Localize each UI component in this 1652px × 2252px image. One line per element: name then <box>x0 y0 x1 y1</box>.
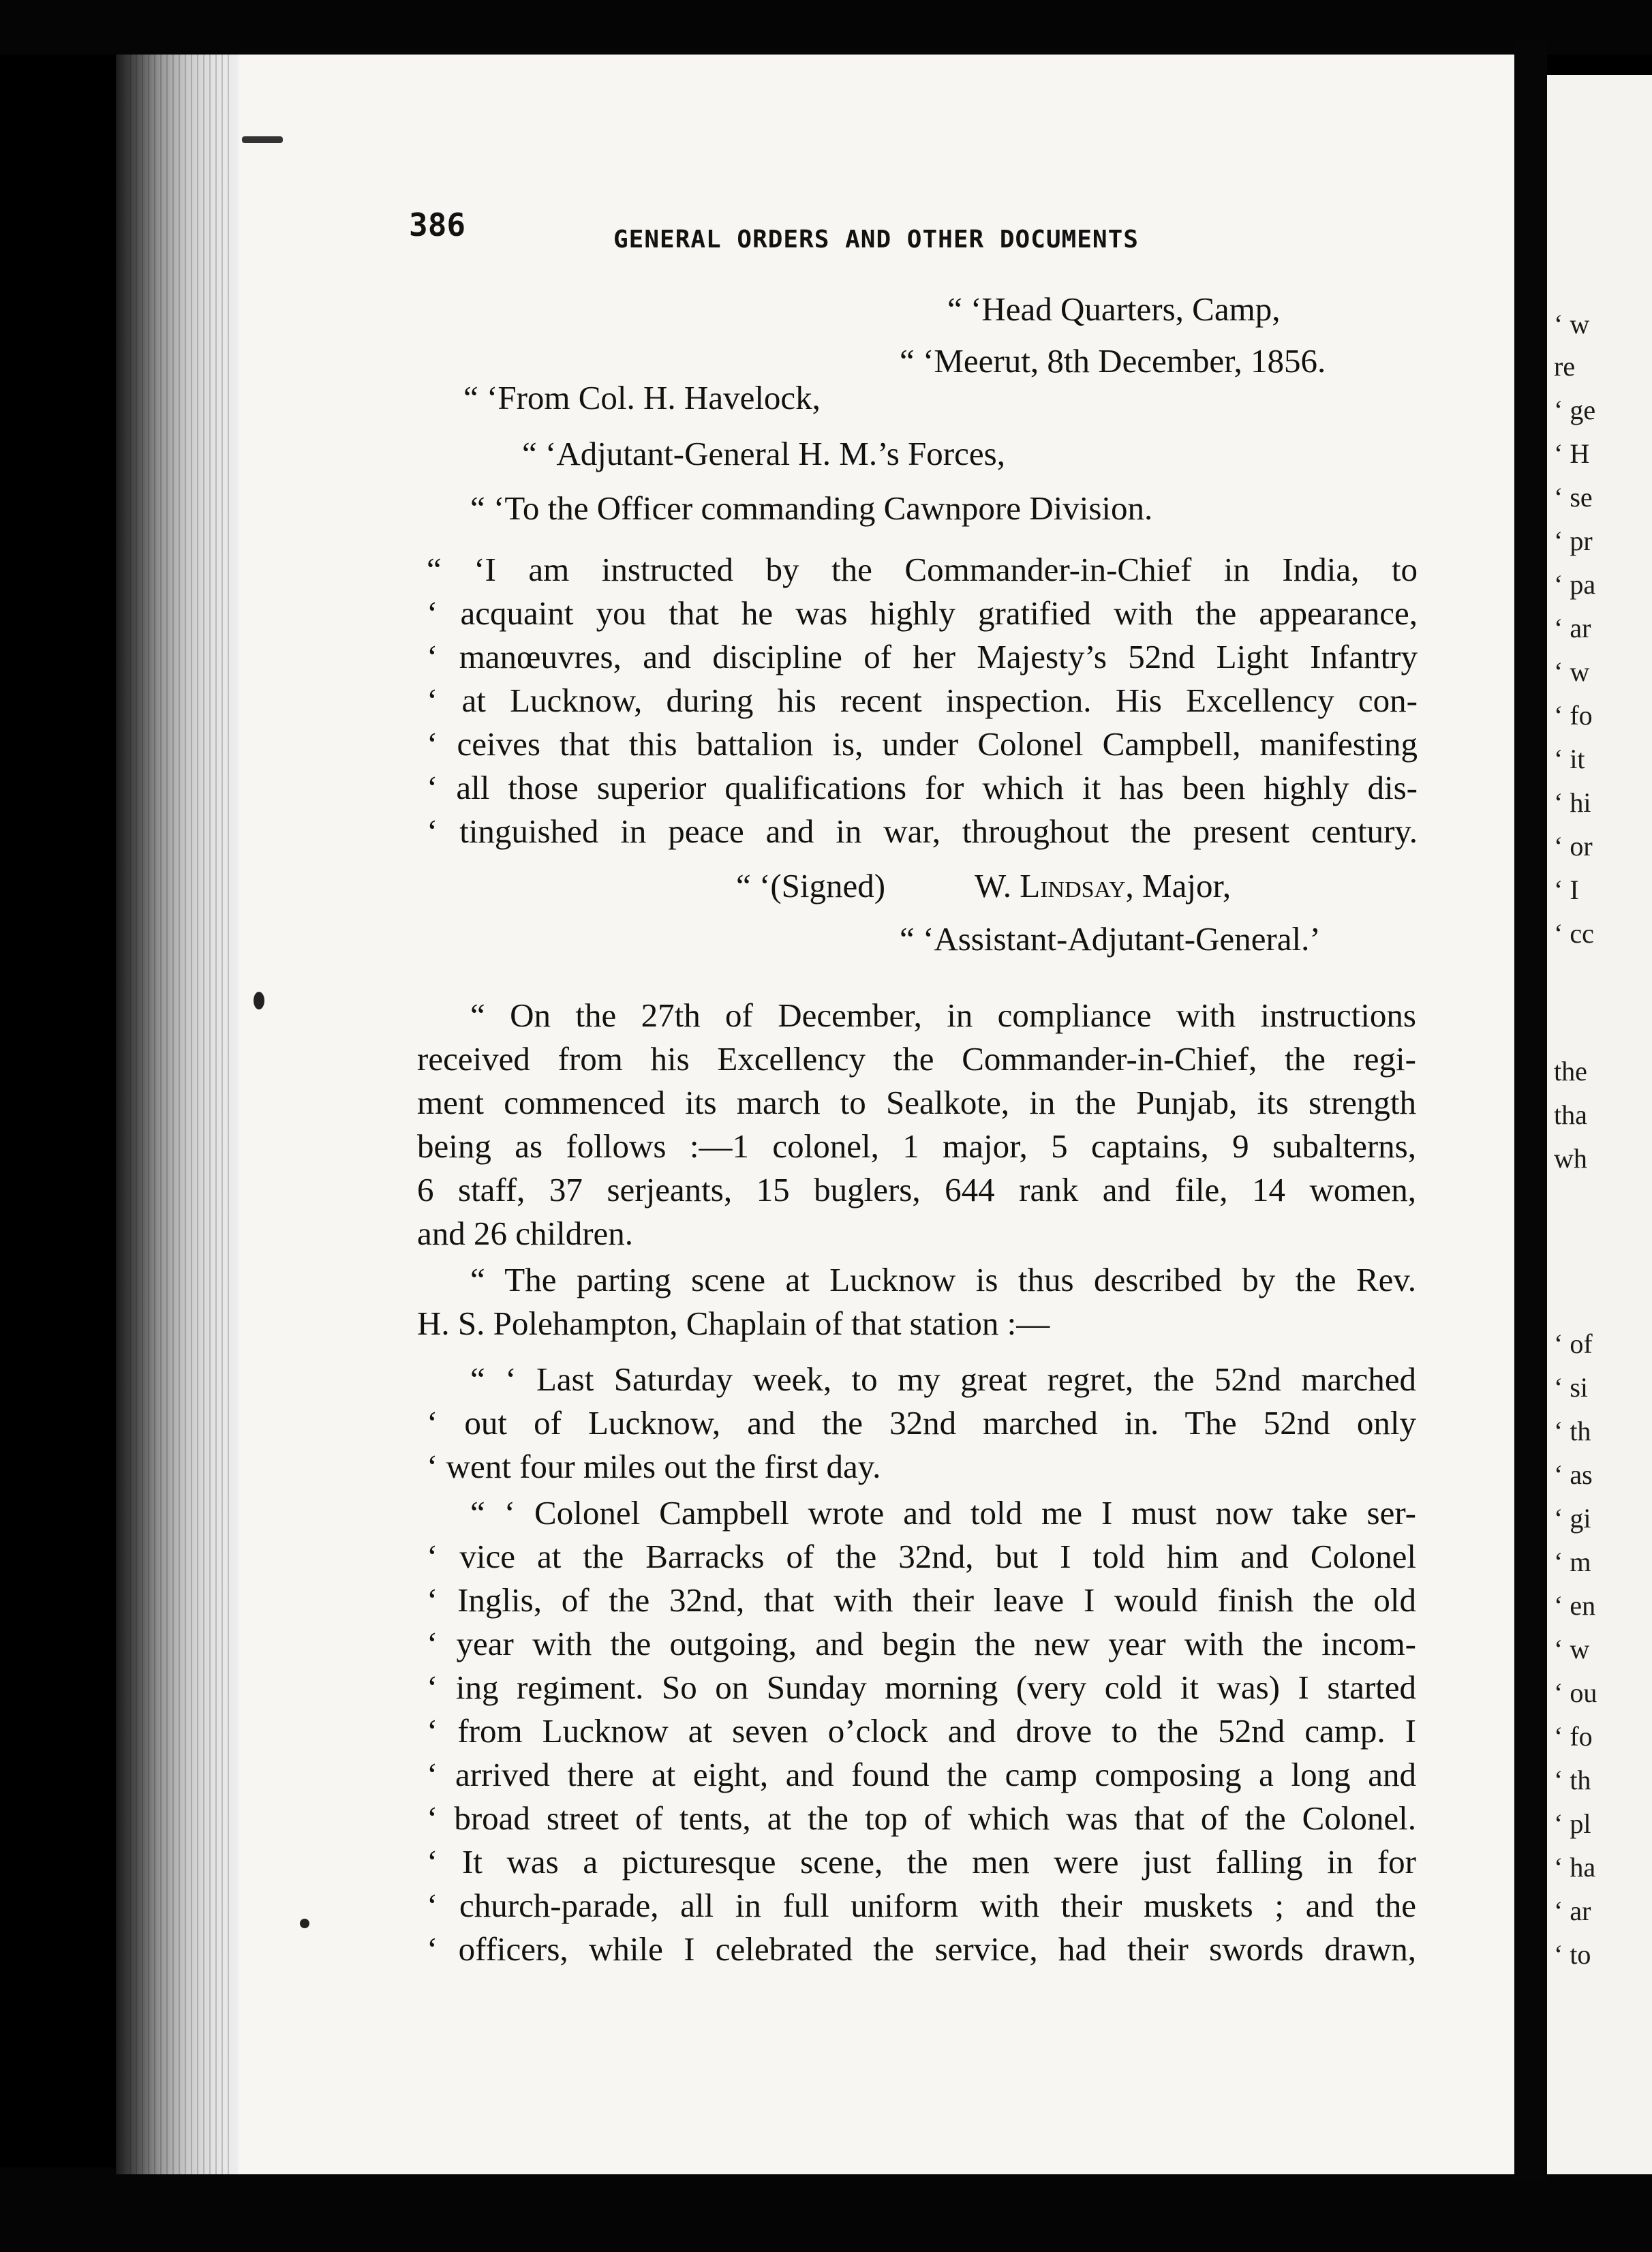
memo-date: “ ‘Meerut, 8th December, 1856. <box>900 342 1326 380</box>
next-page-fragment: ‘ w <box>1554 1634 1590 1664</box>
next-page-fragment: ‘ pl <box>1554 1808 1591 1839</box>
next-page-fragment: ‘ ge <box>1554 395 1596 425</box>
next-page-fragment: ‘ ou <box>1554 1677 1597 1708</box>
next-page-fragment: ‘ H <box>1554 438 1590 469</box>
narrative-line: ment commenced its march to Sealkote, in the Punjab, its strength <box>417 1084 1416 1121</box>
next-page-fragment: ‘ ar <box>1554 613 1591 643</box>
memo-role: “ ‘Adjutant-General H. M.’s Forces, <box>522 435 1005 472</box>
memo-body-line: ‘ acquaint you that he was highly gratified with the appearance, <box>427 594 1418 632</box>
scan-border-bottom <box>0 2167 1652 2252</box>
quotation-line: ‘ year with the outgoing, and begin the new year with the incom- <box>427 1625 1416 1662</box>
narrative-line: “ The parting scene at Lucknow is thus described by the Rev. <box>470 1261 1416 1298</box>
next-page-fragment: ‘ hi <box>1554 787 1591 818</box>
signed-label: “ ‘(Signed) <box>736 867 886 904</box>
next-page-fragment: ‘ w <box>1554 656 1590 687</box>
next-page-fragment: ‘ ha <box>1554 1852 1596 1883</box>
quotation-line: ‘ went four miles out the first day. <box>427 1448 881 1485</box>
next-page-fragment: ‘ I <box>1554 874 1579 905</box>
memo-body-line: ‘ all those superior qualifications for which it has been highly dis- <box>427 769 1418 806</box>
narrative-line: received from his Excellency the Commander-in-Chief, the regi- <box>417 1040 1416 1078</box>
narrative-line: and 26 children. <box>417 1215 634 1252</box>
memo-body-line: ‘ at Lucknow, during his recent inspection. His Excellency con- <box>427 682 1418 719</box>
next-page-fragment: re <box>1554 351 1576 382</box>
quotation-line: ‘ arrived there at eight, and found the camp composing a long and <box>427 1756 1416 1793</box>
next-page-fragment: ‘ of <box>1554 1328 1593 1359</box>
memo-body-line: ‘ ceives that this battalion is, under Colonel Campbell, manifesting <box>427 725 1418 763</box>
next-page-fragment: ‘ m <box>1554 1547 1591 1577</box>
scan-speck <box>242 136 283 143</box>
signatory-surname: Lindsay, <box>1020 867 1134 904</box>
quotation-line: ‘ vice at the Barracks of the 32nd, but I told him and Colonel <box>427 1538 1416 1575</box>
memo-to: “ ‘To the Officer commanding Cawnpore Division. <box>470 489 1153 527</box>
next-page-fragment: ‘ w <box>1554 309 1590 339</box>
next-page-fragment: tha <box>1554 1099 1587 1130</box>
memo-body-line: ‘ manœuvres, and discipline of her Majesty’s 52nd Light Infantry <box>427 638 1418 675</box>
next-page-fragment: ‘ se <box>1554 482 1593 513</box>
next-page-fragment: ‘ cc <box>1554 918 1594 949</box>
next-page-fragment: ‘ en <box>1554 1590 1596 1621</box>
memo-from: “ ‘From Col. H. Havelock, <box>463 379 821 416</box>
next-page-fragment: ‘ as <box>1554 1459 1593 1490</box>
next-page-fragment: ‘ gi <box>1554 1503 1591 1534</box>
page-gutter <box>1514 41 1547 2181</box>
next-page-fragment: ‘ th <box>1554 1765 1591 1795</box>
narrative-line: 6 staff, 37 serjeants, 15 buglers, 644 rank and file, 14 women, <box>417 1171 1416 1208</box>
scan-speck <box>300 1919 309 1928</box>
scan-border-top <box>0 0 1652 55</box>
next-page-fragment: ‘ it <box>1554 744 1585 774</box>
narrative-line: being as follows :—1 colonel, 1 major, 5 captains, 9 subalterns, <box>417 1127 1416 1165</box>
next-page-fragment: ‘ fo <box>1554 1721 1593 1752</box>
next-page-fragment: ‘ pa <box>1554 569 1596 600</box>
quotation-line: ‘ from Lucknow at seven o’clock and drove to the 52nd camp. I <box>427 1712 1416 1750</box>
next-page-fragment: ‘ to <box>1554 1939 1591 1970</box>
quotation-line: ‘ out of Lucknow, and the 32nd marched in. The 52nd only <box>427 1404 1416 1442</box>
quotation-line: ‘ church-parade, all in full uniform with their muskets ; and the <box>427 1887 1416 1924</box>
memo-place: “ ‘Head Quarters, Camp, <box>947 290 1281 328</box>
next-page-fragment: ‘ th <box>1554 1416 1591 1446</box>
next-page-fragment: ‘ ar <box>1554 1896 1591 1926</box>
signatory-title: “ ‘Assistant-Adjutant-General.’ <box>900 920 1321 958</box>
next-page-fragment: ‘ fo <box>1554 700 1593 731</box>
quotation-line: ‘ It was a picturesque scene, the men were just falling in for <box>427 1843 1416 1881</box>
scan-speck <box>254 992 264 1009</box>
next-page-fragment: ‘ or <box>1554 831 1593 862</box>
narrative-line: H. S. Polehampton, Chaplain of that station :— <box>417 1305 1050 1342</box>
next-page-fragment: wh <box>1554 1143 1587 1174</box>
signatory-initial: W. <box>975 867 1012 904</box>
running-title: GENERAL ORDERS AND OTHER DOCUMENTS <box>613 226 1139 254</box>
page-number: 386 <box>409 207 466 243</box>
quotation-line: ‘ ing regiment. So on Sunday morning (very cold it was) I started <box>427 1669 1416 1706</box>
next-page-fragment: ‘ pr <box>1554 526 1593 556</box>
narrative-line: “ On the 27th of December, in compliance with instructions <box>470 996 1416 1034</box>
next-page-edge <box>1547 75 1652 2174</box>
memo-body-line: “ ‘I am instructed by the Commander-in-Chief in India, to <box>427 551 1418 588</box>
next-page-fragment: ‘ si <box>1554 1372 1588 1403</box>
quotation-line: ‘ Inglis, of the 32nd, that with their leave I would finish the old <box>427 1581 1416 1619</box>
next-page-fragment: the <box>1554 1056 1587 1086</box>
page-edges <box>129 55 232 2174</box>
quotation-line: ‘ broad street of tents, at the top of which was that of the Colonel. <box>427 1799 1416 1837</box>
quotation-line: “ ‘ Last Saturday week, to my great regret, the 52nd marched <box>470 1360 1416 1398</box>
memo-body-line: ‘ tinguished in peace and in war, throughout the present century. <box>427 812 1418 850</box>
quotation-line: “ ‘ Colonel Campbell wrote and told me I must now take ser- <box>470 1494 1416 1532</box>
signatory-name <box>975 867 1231 905</box>
signatory-rank: Major, <box>1142 867 1232 904</box>
quotation-line: ‘ officers, while I celebrated the service, had their swords drawn, <box>427 1930 1416 1968</box>
